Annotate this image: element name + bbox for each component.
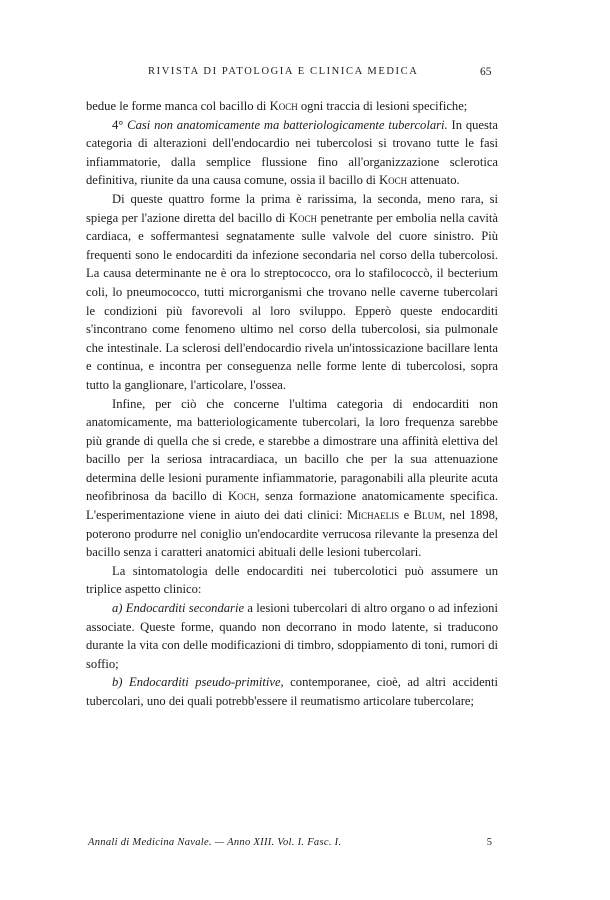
list-marker: a)	[112, 601, 123, 616]
page-footer	[88, 837, 492, 848]
paragraph-4: Infine, per ciò che concerne l'ultima categoria di endocarditi non anatomicamente, ma batteriologicamente tubercolari, la loro frequenza sarebbe più grande di quella che si crede, e starebbe a dimostrare una affinità elettiva del bacillo per la seriosa intracardiaca, un bacillo che per la sua attenuazione determina delle lesioni puramente infiammatorie, paragonabili alla pleurite acuta neofibrinosa da bacillo di Koch, senza formazione anatomicamente specifica. L'esperimentazione viene in aiuto dei dati clinici: Michaelis e Blum, nel 1898, poterono produrre nel coniglio un'endocardite verrucosa rilevante la presenza del bacillo senza i caratteri anatomici abituali delle lesioni tubercolari.	[86, 396, 499, 560]
paragraph-2: 4° Casi non anatomicamente ma batteriologicamente tubercolari. In questa categoria di alterazioni dell'endocardio nei tubercolosi si trovano tutte le fasi infiammatorie, dalla semplice flussione fino all'organizzazione sclerotica definitiva, riunite da una causa comune, ossia il bacillo di Koch attenuato.	[86, 117, 498, 188]
author-name: Koch	[269, 99, 298, 113]
author-name: Koch	[288, 210, 317, 225]
list-item-a: a) Endocarditi secondarie a lesioni tubercolari di altro organo o ad infezioni associate. Queste forme, quando non decorrano in modo latente, si traducono durante la vita con delle modificazioni di timbro, sdoppiamento di toni, rumori di soffio;	[86, 601, 498, 671]
author-name: Blum	[413, 508, 443, 523]
running-title: RIVISTA DI PATOLOGIA E CLINICA MEDICA	[148, 66, 419, 77]
signature-mark: 5	[486, 837, 492, 848]
page-number: 65	[480, 66, 492, 78]
item-number: 4°	[112, 117, 124, 132]
section-heading: Casi non anatomicamente ma batteriologicamente tubercolari.	[127, 117, 448, 132]
journal-citation: Annali di Medicina Navale. — Anno XIII. Vol. I. Fasc. I.	[88, 837, 342, 848]
list-marker: b)	[112, 675, 123, 690]
paragraph-3: Di queste quattro forme la prima è rarissima, la seconda, meno rara, si spiega per l'azione diretta del bacillo di Koch penetrante per embolia nella cavità cardiaca, e soffermantesi segnatamente sulle valvole del cuore sinistro. Più frequenti sono le endocarditi da infezione secondaria nel corso della tubercolosi. La causa determinante ne è ora lo streptococco, ora lo stafilococcò, il becterium coli, lo pneumococco, tutti microrganismi che trovano nelle caverne tubercolari le condizioni più favorevoli al loro sviluppo. Epperò queste endocarditi s'incontrano come fenomeno ultimo nel corso della tubercolosi, sia pulmonale che intestinale. La sclerosi dell'endocardio rivela un'intossicazione bacillare lenta e continua, e incontra per conseguenza nelle forme lente di tubercolosi, sopra tutto la ganglionare, l'articolare, l'ossea.	[86, 191, 498, 392]
paragraph-1: bedue le forme manca col bacillo di Koch ogni traccia di lesioni specifiche;	[86, 99, 468, 113]
list-heading: Endocarditi pseudo-primitive,	[129, 675, 284, 690]
author-name: Koch	[227, 489, 257, 504]
list-item-b: b) Endocarditi pseudo-primitive, contemporanee, cioè, ad altri accidenti tubercolari, uno dei quali potrebb'essere il reumatismo articolare tubercolare;	[86, 675, 498, 708]
body-text	[86, 97, 498, 711]
list-heading: Endocarditi secondarie	[125, 601, 245, 616]
author-name: Michaelis	[346, 508, 400, 523]
author-name: Koch	[379, 173, 408, 188]
paragraph-5: La sintomatologia delle endocarditi nei tubercolotici può assumere un triplice aspetto clinico:	[86, 563, 498, 597]
